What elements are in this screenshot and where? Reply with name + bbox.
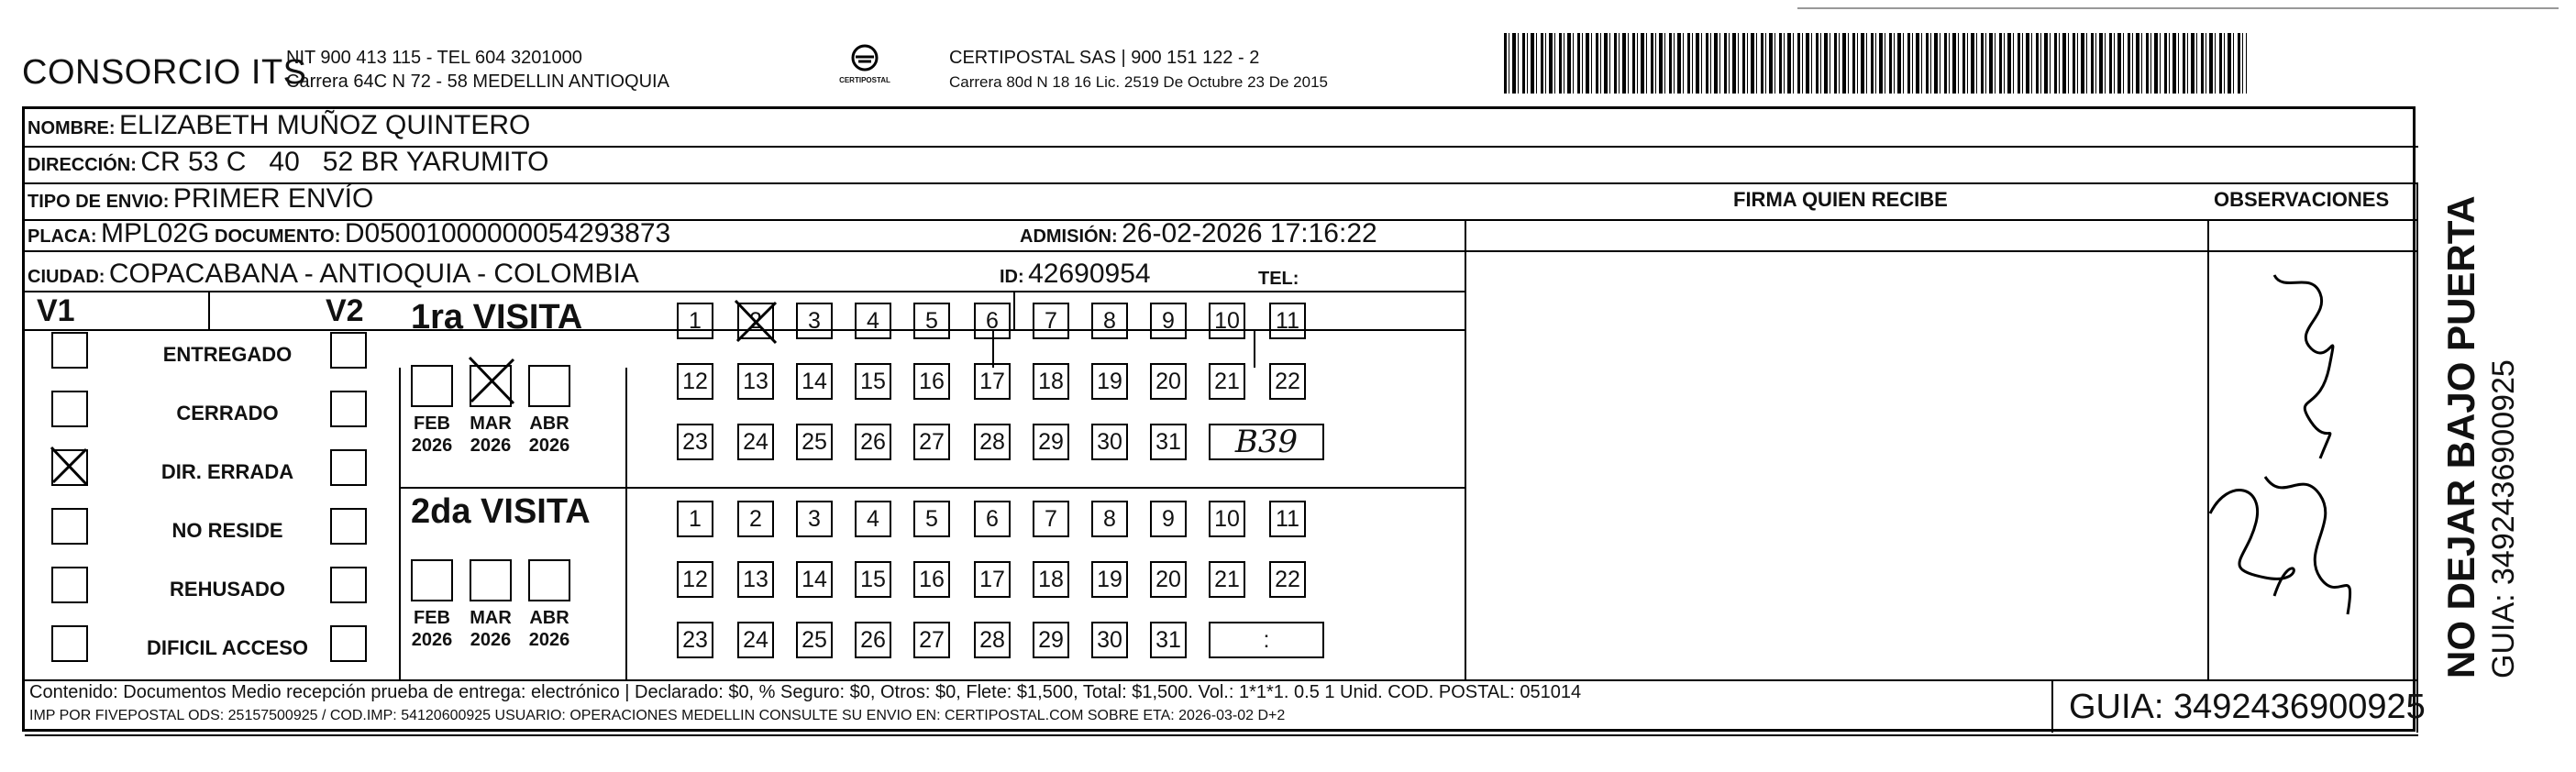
v2-checkbox[interactable] xyxy=(330,567,367,603)
id-value: 42690954 xyxy=(1028,259,1151,289)
direccion-value: CR 53 C 40 52 BR YARUMITO xyxy=(140,147,549,177)
observaciones-header: OBSERVACIONES xyxy=(2214,188,2390,211)
day-checkbox[interactable]: 8 xyxy=(1091,303,1128,339)
documento-row xyxy=(215,218,670,249)
month-year: 2026 xyxy=(528,630,570,650)
day-checkbox[interactable]: 23 xyxy=(677,424,713,460)
month-name: MAR xyxy=(470,414,512,434)
admision-row xyxy=(1020,218,1377,249)
day-checkbox[interactable]: 18 xyxy=(1033,561,1069,598)
placa-value: MPL02G xyxy=(101,218,210,248)
v1-checkbox[interactable] xyxy=(51,567,88,603)
day-checkbox[interactable]: 16 xyxy=(913,561,950,598)
day-checkbox[interactable]: 13 xyxy=(737,561,774,598)
day-checkbox[interactable]: 1 xyxy=(677,303,713,339)
month-checkbox[interactable] xyxy=(528,559,570,601)
month-label xyxy=(404,413,459,457)
v1-checkbox[interactable] xyxy=(51,625,88,662)
nombre-label: NOMBRE: xyxy=(28,118,116,138)
day-checkbox[interactable]: 15 xyxy=(855,363,891,400)
day-checkbox[interactable]: 19 xyxy=(1091,363,1128,400)
first-visit-title: 1ra VISITA xyxy=(411,298,583,336)
day-checkbox[interactable]: 25 xyxy=(796,622,833,658)
footer-guia: GUIA: 3492436900925 xyxy=(2069,688,2426,726)
day-checkbox[interactable]: 22 xyxy=(1269,363,1306,400)
id-label: ID: xyxy=(1000,267,1024,287)
admision-value: 26-02-2026 17:16:22 xyxy=(1122,218,1377,248)
admision-label: ADMISIÓN: xyxy=(1020,226,1118,247)
day-checkbox[interactable]: 6 xyxy=(974,501,1011,537)
day-checkbox[interactable]: 30 xyxy=(1091,622,1128,658)
barcode xyxy=(1504,33,2247,94)
v2-checkbox[interactable] xyxy=(330,449,367,486)
month-label xyxy=(522,413,577,457)
month-year: 2026 xyxy=(411,630,453,650)
side-notice-title: NO DEJAR BAJO PUERTA xyxy=(2439,195,2482,678)
v2-header: V2 xyxy=(326,293,364,328)
placa-row xyxy=(28,218,209,249)
day-checkbox[interactable]: 28 xyxy=(974,424,1011,460)
day-checkbox[interactable]: 4 xyxy=(855,303,891,339)
check-mark-icon xyxy=(468,356,517,405)
nombre-value: ELIZABETH MUÑOZ QUINTERO xyxy=(119,110,531,140)
day-checkbox[interactable]: 20 xyxy=(1150,561,1187,598)
tel-row xyxy=(1258,260,1299,292)
day-checkbox[interactable]: 26 xyxy=(855,622,891,658)
tel-label: TEL: xyxy=(1258,269,1299,289)
month-label xyxy=(463,607,518,651)
day-checkbox[interactable]: 11 xyxy=(1269,501,1306,537)
status-label: DIR. ERRADA xyxy=(160,460,294,483)
month-year: 2026 xyxy=(411,436,453,456)
v2-checkbox[interactable] xyxy=(330,508,367,545)
time-box[interactable]: : xyxy=(1209,622,1324,658)
id-row xyxy=(1000,259,1151,290)
day-checkbox[interactable]: 7 xyxy=(1033,303,1069,339)
check-mark-icon xyxy=(734,299,779,345)
v2-checkbox[interactable] xyxy=(330,625,367,662)
v2-checkbox[interactable] xyxy=(330,391,367,427)
day-checkbox[interactable]: 28 xyxy=(974,622,1011,658)
footer-content: Contenido: Documentos Medio recepción prueba de entrega: electrónico | Declarado: $0, % Seguro: $0, Otros: $0, Flete: $1,500, Total: $1,500. Vol.: 1*1*1. 0.5 1 Unid. COD. POSTAL: 051014 xyxy=(29,682,1582,702)
day-checkbox[interactable]: 25 xyxy=(796,424,833,460)
tipo-envio-label: TIPO DE ENVIO: xyxy=(28,192,170,212)
day-checkbox[interactable]: 11 xyxy=(1269,303,1306,339)
logo-text: CERTIPOSTAL xyxy=(839,76,890,84)
day-checkbox[interactable]: 22 xyxy=(1269,561,1306,598)
day-checkbox[interactable]: 24 xyxy=(737,622,774,658)
company-nit: NIT 900 413 115 - TEL 604 3201000 xyxy=(286,48,582,68)
day-checkbox[interactable]: 29 xyxy=(1033,424,1069,460)
day-checkbox[interactable]: 29 xyxy=(1033,622,1069,658)
day-checkbox[interactable]: 21 xyxy=(1209,363,1245,400)
day-checkbox[interactable]: 6 xyxy=(974,303,1011,339)
day-checkbox[interactable]: 4 xyxy=(855,501,891,537)
v1-checkbox[interactable] xyxy=(51,391,88,427)
day-checkbox[interactable]: 18 xyxy=(1033,363,1069,400)
day-checkbox[interactable]: 2 xyxy=(737,303,774,339)
day-checkbox[interactable]: 16 xyxy=(913,363,950,400)
side-notice-guia: GUIA: 3492436900925 xyxy=(2486,359,2521,678)
month-label xyxy=(463,413,518,457)
day-checkbox[interactable]: 21 xyxy=(1209,561,1245,598)
day-checkbox[interactable]: 3 xyxy=(796,303,833,339)
day-checkbox[interactable]: 31 xyxy=(1150,622,1187,658)
direccion-row xyxy=(28,147,549,178)
check-mark-icon xyxy=(50,446,90,486)
status-label: CERRADO xyxy=(176,402,279,425)
day-checkbox[interactable]: 9 xyxy=(1150,303,1187,339)
carrier-nit: CERTIPOSTAL SAS | 900 151 122 - 2 xyxy=(949,48,1260,68)
documento-label: DOCUMENTO: xyxy=(215,226,341,247)
month-checkbox[interactable] xyxy=(411,365,453,407)
v1-header: V1 xyxy=(37,293,75,328)
v1-checkbox[interactable] xyxy=(51,332,88,369)
day-checkbox[interactable]: 17 xyxy=(974,561,1011,598)
month-name: ABR xyxy=(529,414,569,434)
day-checkbox[interactable]: 12 xyxy=(677,561,713,598)
month-name: FEB xyxy=(414,414,450,434)
tipo-envio-value: PRIMER ENVÍO xyxy=(172,183,374,214)
day-checkbox[interactable]: 8 xyxy=(1091,501,1128,537)
ciudad-row xyxy=(28,259,639,290)
status-label: DIFICIL ACCESO xyxy=(146,636,308,659)
certipostal-logo xyxy=(833,44,897,84)
day-checkbox[interactable]: 31 xyxy=(1150,424,1187,460)
second-visit-title: 2da VISITA xyxy=(411,492,591,531)
month-name: ABR xyxy=(529,608,569,628)
month-year: 2026 xyxy=(528,436,570,456)
logo-icon xyxy=(848,44,881,72)
month-label xyxy=(404,607,459,651)
day-checkbox[interactable]: 30 xyxy=(1091,424,1128,460)
day-checkbox[interactable]: 27 xyxy=(913,424,950,460)
month-checkbox[interactable] xyxy=(411,559,453,601)
month-checkbox[interactable] xyxy=(528,365,570,407)
day-checkbox[interactable]: 1 xyxy=(677,501,713,537)
handwritten-note: B39 xyxy=(1209,424,1324,460)
company-address: Carrera 64C N 72 - 58 MEDELLIN ANTIOQUIA xyxy=(286,72,669,92)
v2-checkbox[interactable] xyxy=(330,332,367,369)
day-checkbox[interactable]: 17 xyxy=(974,363,1011,400)
direccion-label: DIRECCIÓN: xyxy=(28,155,137,175)
firma-header: FIRMA QUIEN RECIBE xyxy=(1733,188,1948,211)
day-checkbox[interactable]: 7 xyxy=(1033,501,1069,537)
month-name: FEB xyxy=(414,608,450,628)
day-checkbox[interactable]: 14 xyxy=(796,363,833,400)
ciudad-value: COPACABANA - ANTIOQUIA - COLOMBIA xyxy=(108,259,639,289)
ciudad-label: CIUDAD: xyxy=(28,267,105,287)
day-checkbox[interactable]: 5 xyxy=(913,303,950,339)
tipo-envio-row xyxy=(28,183,373,215)
observation-signature xyxy=(2183,238,2392,660)
day-checkbox[interactable]: 15 xyxy=(855,561,891,598)
day-checkbox[interactable]: 2 xyxy=(737,501,774,537)
day-checkbox[interactable]: 24 xyxy=(737,424,774,460)
top-divider xyxy=(1797,7,2559,9)
status-label: ENTREGADO xyxy=(162,343,293,366)
footer-print-info: IMP POR FIVEPOSTAL ODS: 25157500925 / COD.IMP: 54120600925 USUARIO: OPERACIONES MEDELLIN CONSULTE SU ENVIO EN: CERTIPOSTAL.COM SOBRE ETA: 2026-03-02 D+2 xyxy=(29,708,1286,723)
placa-label: PLACA: xyxy=(28,226,97,247)
day-checkbox[interactable]: 3 xyxy=(796,501,833,537)
day-checkbox[interactable]: 23 xyxy=(677,622,713,658)
v1-checkbox[interactable] xyxy=(51,508,88,545)
month-name: MAR xyxy=(470,608,512,628)
nombre-row xyxy=(28,110,530,141)
status-label: REHUSADO xyxy=(170,578,285,601)
day-checkbox[interactable]: 14 xyxy=(796,561,833,598)
day-checkbox[interactable]: 12 xyxy=(677,363,713,400)
day-checkbox[interactable]: 5 xyxy=(913,501,950,537)
day-checkbox[interactable]: 26 xyxy=(855,424,891,460)
day-checkbox[interactable]: 27 xyxy=(913,622,950,658)
month-year: 2026 xyxy=(470,436,512,456)
day-checkbox[interactable]: 13 xyxy=(737,363,774,400)
day-checkbox[interactable]: 19 xyxy=(1091,561,1128,598)
month-year: 2026 xyxy=(470,630,512,650)
carrier-address: Carrera 80d N 18 16 Lic. 2519 De Octubre 23 De 2015 xyxy=(949,73,1328,91)
documento-value: D05001000000054293873 xyxy=(344,218,671,248)
status-label: NO RESIDE xyxy=(171,519,283,542)
day-checkbox[interactable]: 20 xyxy=(1150,363,1187,400)
day-checkbox[interactable]: 10 xyxy=(1209,501,1245,537)
company-name: CONSORCIO ITS xyxy=(22,53,307,92)
day-checkbox[interactable]: 10 xyxy=(1209,303,1245,339)
month-label xyxy=(522,607,577,651)
day-checkbox[interactable]: 9 xyxy=(1150,501,1187,537)
side-notice xyxy=(2439,195,2524,678)
month-checkbox[interactable] xyxy=(470,559,512,601)
